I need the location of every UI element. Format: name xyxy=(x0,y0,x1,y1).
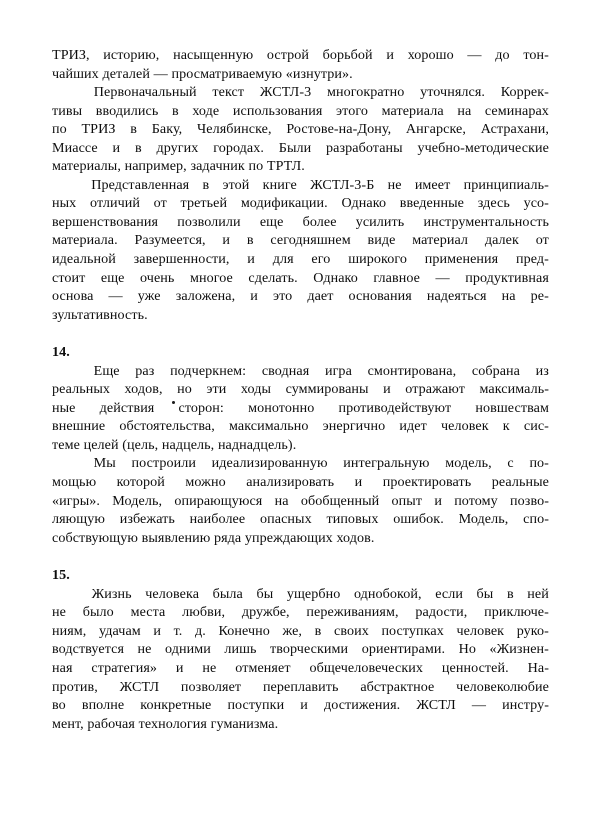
text-line xyxy=(52,65,549,84)
word: текст xyxy=(212,84,245,101)
word: поступки xyxy=(227,697,285,714)
word: раз xyxy=(135,362,155,379)
word: этого xyxy=(336,102,368,119)
word: ЖСТЛ xyxy=(119,678,160,695)
word: конкретные xyxy=(140,697,212,714)
first-line-indent xyxy=(52,585,78,604)
word: целей xyxy=(83,436,119,453)
text-line xyxy=(52,213,549,232)
word: до xyxy=(495,47,510,63)
word: широкого xyxy=(348,251,407,268)
word: деталей xyxy=(102,65,150,82)
word: задачник xyxy=(190,158,245,175)
word: же, xyxy=(282,622,303,639)
word: творческими xyxy=(270,641,349,658)
word: введенные xyxy=(399,195,465,212)
word: применения xyxy=(424,251,499,268)
word: вершенствования xyxy=(52,213,159,230)
word: мент, xyxy=(52,715,84,732)
word: и xyxy=(153,622,161,639)
word: выявлению xyxy=(141,529,211,546)
word: тивы xyxy=(52,102,83,119)
word: ошибок. xyxy=(393,511,444,528)
word: максимально xyxy=(228,418,309,435)
paragraph xyxy=(52,362,549,455)
word: подчеркнем: xyxy=(170,362,247,379)
word: и xyxy=(222,232,231,249)
text-line xyxy=(52,510,549,529)
word: потому xyxy=(454,492,498,509)
first-line-indent xyxy=(52,362,78,381)
word: ЖСТЛ-3 xyxy=(259,84,312,101)
word: завершенности, xyxy=(133,251,230,268)
text-column xyxy=(52,46,549,733)
paragraph xyxy=(52,46,549,83)
text-line xyxy=(52,306,549,325)
word: просматриваемую xyxy=(171,65,283,82)
word: Модель, xyxy=(112,492,163,509)
word: радости, xyxy=(415,604,468,621)
word: ЖСТЛ-3-Б xyxy=(310,176,375,193)
word: в xyxy=(171,102,179,119)
word: мощью xyxy=(52,474,97,491)
word: насыщенную xyxy=(173,47,254,63)
word: ре- xyxy=(530,288,549,305)
word: идет xyxy=(399,418,427,435)
paragraph xyxy=(52,83,549,176)
word: Жизнь xyxy=(91,585,132,602)
word: Астрахани, xyxy=(480,121,549,138)
word: инстру- xyxy=(502,697,549,714)
word: по xyxy=(52,121,67,138)
text-line xyxy=(52,399,549,418)
text-line xyxy=(52,678,549,697)
word: хорошо xyxy=(407,47,454,63)
word: против, xyxy=(52,678,98,695)
word: реальные xyxy=(491,474,549,491)
word: и xyxy=(250,288,258,305)
word: энергично xyxy=(322,418,386,435)
word: надцель, xyxy=(161,436,215,453)
word: Разумеется, xyxy=(134,232,206,249)
word: острой xyxy=(266,47,309,63)
text-line xyxy=(52,436,549,455)
word: дает xyxy=(307,288,334,305)
word: Были xyxy=(278,139,312,156)
word: «Жизнен- xyxy=(489,641,549,658)
word: заложена, xyxy=(175,288,236,305)
word: опыт xyxy=(391,492,423,509)
text-line xyxy=(52,492,549,511)
text-line xyxy=(52,696,549,715)
word: более xyxy=(302,213,337,230)
word: Однако xyxy=(341,195,387,212)
word: проектировать xyxy=(382,474,472,491)
word: третьей xyxy=(180,195,228,212)
word: бы xyxy=(476,585,494,602)
word: основания xyxy=(348,288,412,305)
word: новшествам xyxy=(475,399,549,416)
word: во xyxy=(52,697,66,714)
word: смонтирована, xyxy=(367,362,457,379)
word: суммированы xyxy=(285,381,369,398)
word: поступках xyxy=(381,622,444,639)
word: ТРТЛ. xyxy=(266,158,305,175)
word: собствующую xyxy=(52,529,138,546)
word: была xyxy=(212,585,243,602)
word: по- xyxy=(529,455,549,472)
first-line-indent xyxy=(52,176,78,195)
word: анализировать xyxy=(246,474,335,491)
word: историю, xyxy=(103,47,160,63)
word: реальных xyxy=(52,381,111,398)
word: ляющую xyxy=(52,511,105,528)
word: Челябинске, xyxy=(197,121,272,138)
word: материалы, xyxy=(52,158,121,175)
word: других xyxy=(156,139,199,156)
word: сводная xyxy=(261,362,310,379)
text-line xyxy=(52,585,549,604)
word: еще xyxy=(259,213,284,230)
word: ценностей. xyxy=(441,659,509,676)
word: Ростове-на-Дону, xyxy=(286,121,392,138)
text-line xyxy=(52,46,549,65)
word: переплавить xyxy=(262,678,339,695)
word: рабочая xyxy=(87,715,135,732)
text-line xyxy=(52,194,549,213)
word: вводились xyxy=(95,102,159,119)
word: стоит xyxy=(52,269,86,286)
word: позволили xyxy=(177,213,241,230)
word: виде xyxy=(367,232,396,249)
word: Миассе xyxy=(52,139,98,156)
word: ходов, xyxy=(124,381,163,398)
word: еще xyxy=(100,269,125,286)
word: однобокой, xyxy=(353,585,422,602)
word: гуманизма. xyxy=(210,715,279,732)
text-line xyxy=(52,287,549,306)
word: идеализированную xyxy=(211,455,328,472)
word: приключе- xyxy=(484,604,549,621)
word: обобщенный xyxy=(300,492,380,509)
word: для xyxy=(272,251,294,268)
word: ные xyxy=(52,399,76,416)
word: материала. xyxy=(52,232,118,249)
word: собрана xyxy=(471,362,521,379)
word: Первоначальный xyxy=(93,84,197,101)
word: Модель, xyxy=(458,511,509,528)
word: стратегия» xyxy=(91,659,158,676)
section-spacer xyxy=(52,324,549,343)
word: любви, xyxy=(182,604,226,621)
word: но xyxy=(177,381,192,398)
word: Но xyxy=(458,641,476,658)
word: типовых xyxy=(326,511,379,528)
word: сегодняшнем xyxy=(270,232,351,249)
word: книге xyxy=(262,176,297,193)
word: д. xyxy=(194,622,206,639)
word: Представленная xyxy=(91,176,190,193)
word: не xyxy=(387,176,402,193)
word: ных xyxy=(52,195,77,212)
text-line xyxy=(52,139,549,158)
word: теме xyxy=(52,436,80,453)
word: в xyxy=(130,121,137,138)
word: материала xyxy=(381,102,444,119)
text-line xyxy=(52,120,549,139)
word: — xyxy=(471,697,487,714)
word: отличий xyxy=(90,195,140,212)
word: по xyxy=(248,158,264,175)
word: вполне xyxy=(81,697,125,714)
word: действия xyxy=(99,399,155,416)
word: руко- xyxy=(516,622,549,639)
word: многое xyxy=(189,269,233,286)
word: это xyxy=(272,288,293,305)
word: в xyxy=(246,232,254,249)
word: опирающуюся xyxy=(174,492,263,509)
word: и xyxy=(434,492,442,509)
word: здесь xyxy=(477,195,510,212)
word: в xyxy=(134,139,142,156)
word: продуктивная xyxy=(465,269,549,286)
word: человек xyxy=(456,622,505,639)
word: и xyxy=(354,474,363,491)
word: человека xyxy=(145,585,200,602)
word: ней xyxy=(527,585,549,602)
word: пред- xyxy=(516,251,549,268)
word: ходе xyxy=(192,102,220,119)
word: тон- xyxy=(523,47,549,63)
word: надеяться xyxy=(426,288,487,305)
word: учебно-методические xyxy=(417,139,549,156)
word: удачам xyxy=(99,622,141,639)
text-line xyxy=(52,83,549,102)
word: наднадцель). xyxy=(217,436,297,453)
word: городах. xyxy=(213,139,264,156)
word: главное xyxy=(373,269,420,286)
word: построили xyxy=(131,455,196,472)
word: на xyxy=(501,288,516,305)
word: и xyxy=(175,659,184,676)
text-line xyxy=(52,362,549,381)
word: не xyxy=(52,604,66,621)
word: ная xyxy=(52,659,73,676)
text-line xyxy=(52,417,549,436)
word: идеальной xyxy=(52,251,116,268)
word: имеет xyxy=(414,176,451,193)
word: сторон: xyxy=(178,399,224,416)
word: внешние xyxy=(52,418,106,435)
first-line-indent xyxy=(52,83,78,102)
text-line xyxy=(52,603,549,622)
section-number: 14. xyxy=(52,344,70,361)
word: позволяет xyxy=(180,678,242,695)
word: на xyxy=(457,102,472,119)
word: «игры». xyxy=(52,492,101,509)
word: эти xyxy=(206,381,227,398)
word: лишь xyxy=(224,641,257,658)
word: (цель, xyxy=(122,436,159,453)
word: с xyxy=(507,455,514,472)
text-line xyxy=(52,473,549,492)
word: ущербно xyxy=(286,585,341,602)
word: ходов. xyxy=(336,529,375,546)
word: абстрактное xyxy=(360,678,435,695)
paragraph xyxy=(52,454,549,547)
word: чайших xyxy=(52,65,99,82)
word: бы xyxy=(256,585,274,602)
word: ТРИЗ, xyxy=(52,47,90,63)
word: ЖСТЛ xyxy=(416,697,456,714)
word: и xyxy=(383,381,391,398)
word: максималь- xyxy=(479,381,549,398)
word: не xyxy=(137,641,152,658)
word: в xyxy=(202,176,210,193)
word: не xyxy=(202,659,217,676)
text-line xyxy=(52,659,549,678)
word: — xyxy=(153,65,168,82)
text-line xyxy=(52,529,549,548)
word: ориентирами. xyxy=(361,641,446,658)
word: в xyxy=(314,622,322,639)
text-line xyxy=(52,454,549,473)
word: на xyxy=(274,492,289,509)
word: этой xyxy=(222,176,250,193)
word: усилить xyxy=(355,213,405,230)
word: принципиаль- xyxy=(463,176,549,193)
paragraph xyxy=(52,585,549,733)
word: — xyxy=(467,47,482,63)
word: интегральную xyxy=(343,455,430,472)
word: например, xyxy=(124,158,187,175)
word: На- xyxy=(527,659,549,676)
word: противодействуют xyxy=(338,399,452,416)
word: сделать. xyxy=(248,269,298,286)
word: сис- xyxy=(523,418,549,435)
word: Мы xyxy=(93,455,116,472)
word: т. xyxy=(173,622,183,639)
text-line xyxy=(52,176,549,195)
word: и xyxy=(247,251,255,268)
word: модель, xyxy=(445,455,492,472)
word: было xyxy=(82,604,114,621)
word: монотонно xyxy=(248,399,315,416)
word: человек xyxy=(440,418,489,435)
word: технология xyxy=(138,715,207,732)
word: зультативность. xyxy=(52,306,148,323)
word: от xyxy=(153,195,167,212)
word: достижения. xyxy=(323,697,401,714)
word: многократно xyxy=(326,84,405,101)
word: ходы xyxy=(240,381,272,398)
text-line xyxy=(52,622,549,641)
word: одними xyxy=(165,641,211,658)
word: опасных xyxy=(259,511,312,528)
word: инструментальность xyxy=(423,213,549,230)
word: переживаниям, xyxy=(306,604,399,621)
word: и xyxy=(300,697,308,714)
word: отменяет xyxy=(235,659,291,676)
text-line xyxy=(52,715,549,734)
word: из xyxy=(535,362,549,379)
word: человеколюбие xyxy=(456,678,549,695)
word: наиболее xyxy=(189,511,246,528)
word: борьбой xyxy=(322,47,373,63)
first-line-indent xyxy=(52,454,78,473)
word: спо- xyxy=(523,511,549,528)
section-number: 15. xyxy=(52,567,70,584)
word: места xyxy=(130,604,166,621)
word: игра xyxy=(324,362,352,379)
word: Еще xyxy=(93,362,120,379)
word: отражают xyxy=(405,381,465,398)
word: обстоятельства, xyxy=(119,418,215,435)
text-line xyxy=(52,231,549,250)
text-line xyxy=(52,157,549,176)
word: дружбе, xyxy=(241,604,290,621)
section-spacer xyxy=(52,547,549,566)
word: материал xyxy=(412,232,469,249)
word: которой xyxy=(116,474,165,491)
word: — xyxy=(108,288,123,305)
word: избежать xyxy=(119,511,175,528)
word: уже xyxy=(137,288,161,305)
word: своих xyxy=(333,622,369,639)
word: Конечно xyxy=(218,622,270,639)
text-line xyxy=(52,269,549,288)
text-line xyxy=(52,250,549,269)
paragraph xyxy=(52,176,549,324)
word: очень xyxy=(140,269,175,286)
word: позво- xyxy=(510,492,549,509)
word: упреждающих xyxy=(244,529,333,546)
word: Однако xyxy=(313,269,358,286)
word: Ангарске, xyxy=(405,121,466,138)
word: семинарах xyxy=(484,102,549,119)
word: Баку, xyxy=(151,121,183,138)
word: уточнялся. xyxy=(420,84,486,101)
word: ТРИЗ xyxy=(81,121,116,138)
word: ниям, xyxy=(52,622,87,639)
word: Коррек- xyxy=(500,84,549,101)
word: усо- xyxy=(523,195,549,212)
text-line xyxy=(52,380,549,399)
word: и xyxy=(386,47,394,63)
word: разработаны xyxy=(326,139,403,156)
word: основа xyxy=(52,288,94,305)
text-line xyxy=(52,102,549,121)
word: ряда xyxy=(213,529,242,546)
word: — xyxy=(435,269,450,286)
word: его xyxy=(311,251,331,268)
word: общечеловеческих xyxy=(309,659,423,676)
word: если xyxy=(435,585,463,602)
word: в xyxy=(506,585,514,602)
word: можно xyxy=(185,474,226,491)
word: и xyxy=(112,139,121,156)
word: водствуется xyxy=(52,641,125,658)
text-line xyxy=(52,640,549,659)
word: «изнутри». xyxy=(285,65,353,82)
word: от xyxy=(535,232,549,249)
word: далек xyxy=(484,232,519,249)
word: использования xyxy=(232,102,323,119)
word: к xyxy=(502,418,510,435)
word: модификации. xyxy=(240,195,328,212)
